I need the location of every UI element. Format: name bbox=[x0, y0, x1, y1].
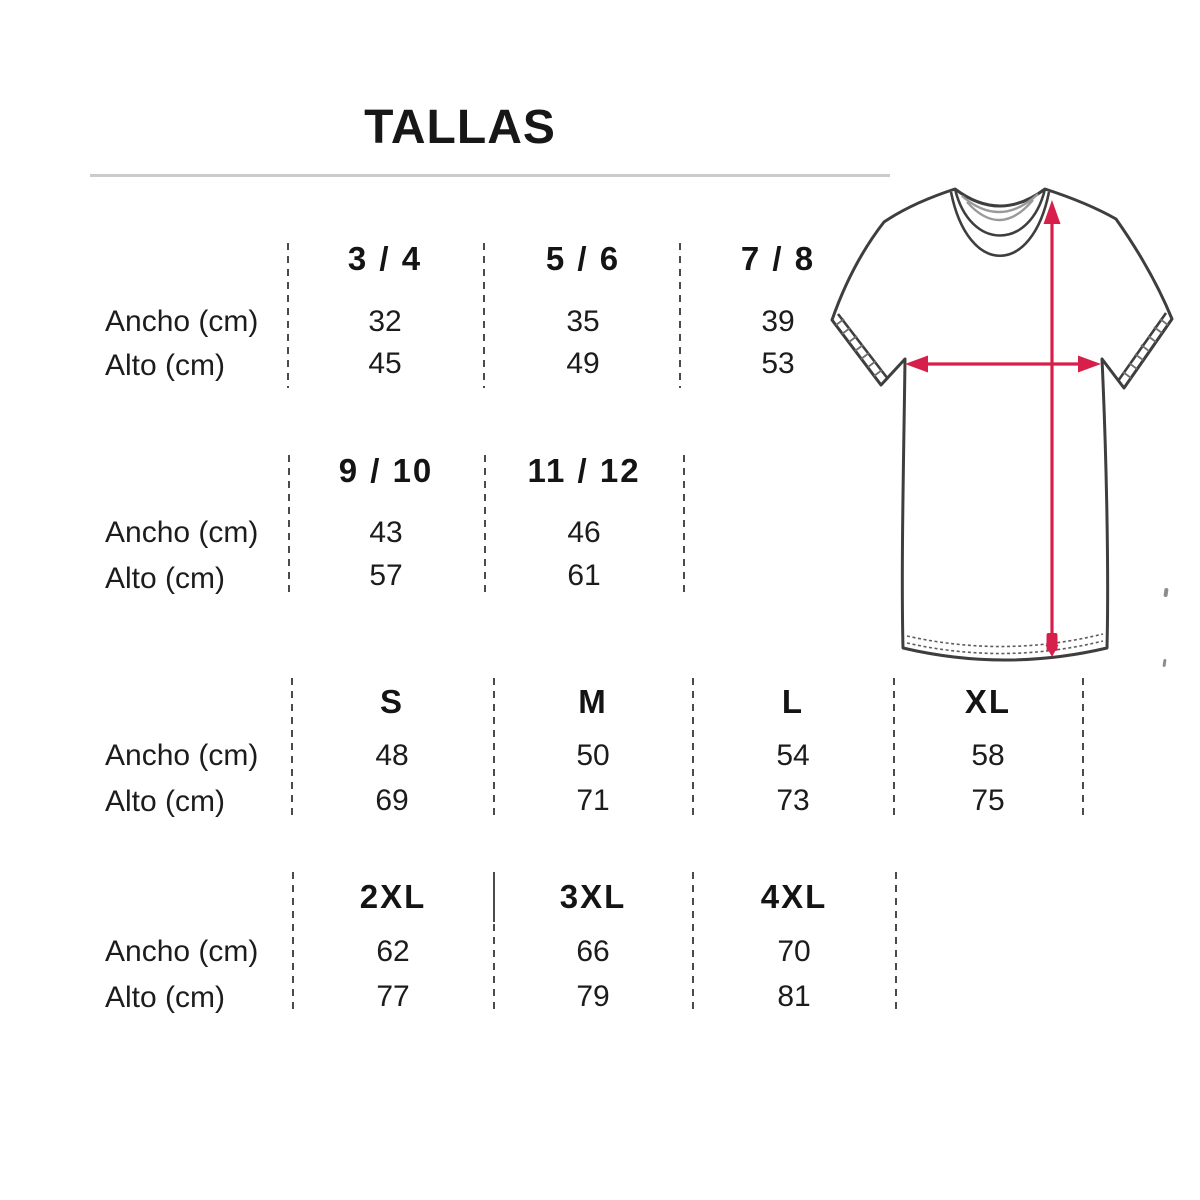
column-divider bbox=[287, 243, 289, 388]
size-label: M bbox=[578, 683, 608, 720]
alto-value: 61 bbox=[567, 559, 601, 592]
column-divider bbox=[493, 678, 495, 818]
column-divider bbox=[1082, 678, 1084, 818]
size-label: 2XL bbox=[359, 878, 427, 915]
alto-value: 45 bbox=[368, 347, 402, 380]
tshirt-diagram bbox=[800, 165, 1200, 685]
alto-value: 81 bbox=[777, 980, 811, 1013]
ancho-value: 62 bbox=[376, 935, 410, 968]
column-divider bbox=[484, 455, 486, 592]
size-label: XL bbox=[964, 683, 1012, 720]
row-label-ancho: Ancho (cm) bbox=[105, 739, 259, 772]
alto-value: 73 bbox=[776, 784, 810, 817]
column-divider bbox=[683, 455, 685, 592]
column-divider bbox=[692, 872, 694, 1012]
size-label: 11 / 12 bbox=[527, 452, 641, 489]
ancho-value: 43 bbox=[369, 516, 403, 549]
ancho-value: 54 bbox=[776, 739, 810, 772]
column-divider bbox=[291, 678, 293, 818]
title-divider bbox=[90, 174, 890, 177]
column-divider bbox=[288, 455, 290, 592]
column-divider bbox=[493, 872, 495, 1012]
ancho-value: 46 bbox=[567, 516, 601, 549]
size-label: 4XL bbox=[760, 878, 828, 915]
size-label: 5 / 6 bbox=[545, 240, 621, 277]
ancho-value: 70 bbox=[777, 935, 811, 968]
column-divider bbox=[895, 872, 897, 1012]
alto-value: 71 bbox=[576, 784, 610, 817]
row-label-alto: Alto (cm) bbox=[105, 562, 225, 595]
size-label: L bbox=[781, 683, 805, 720]
ancho-value: 50 bbox=[576, 739, 610, 772]
tshirt-outline bbox=[832, 189, 1172, 660]
size-label: 7 / 8 bbox=[740, 240, 816, 277]
ancho-value: 66 bbox=[576, 935, 610, 968]
size-label: 3XL bbox=[559, 878, 627, 915]
ancho-value: 58 bbox=[971, 739, 1005, 772]
row-label-ancho: Ancho (cm) bbox=[105, 516, 259, 549]
alto-value: 49 bbox=[566, 347, 600, 380]
alto-value: 57 bbox=[369, 559, 403, 592]
size-label: S bbox=[379, 683, 405, 720]
row-label-alto: Alto (cm) bbox=[105, 981, 225, 1014]
ancho-value: 32 bbox=[368, 305, 402, 338]
ancho-value: 48 bbox=[375, 739, 409, 772]
row-label-alto: Alto (cm) bbox=[105, 349, 225, 382]
size-label: 9 / 10 bbox=[338, 452, 434, 489]
alto-value: 79 bbox=[576, 980, 610, 1013]
ancho-value: 35 bbox=[566, 305, 600, 338]
row-label-ancho: Ancho (cm) bbox=[105, 305, 259, 338]
column-divider bbox=[893, 678, 895, 818]
alto-value: 69 bbox=[375, 784, 409, 817]
alto-value: 53 bbox=[761, 347, 795, 380]
size-label: 3 / 4 bbox=[347, 240, 423, 277]
alto-value: 77 bbox=[376, 980, 410, 1013]
row-label-alto: Alto (cm) bbox=[105, 785, 225, 818]
ancho-value: 39 bbox=[761, 305, 795, 338]
column-divider bbox=[483, 243, 485, 388]
column-divider bbox=[292, 872, 294, 1012]
row-label-ancho: Ancho (cm) bbox=[105, 935, 259, 968]
alto-value: 75 bbox=[971, 784, 1005, 817]
column-divider bbox=[692, 678, 694, 818]
page-title: TALLAS bbox=[364, 101, 556, 154]
column-divider bbox=[679, 243, 681, 388]
